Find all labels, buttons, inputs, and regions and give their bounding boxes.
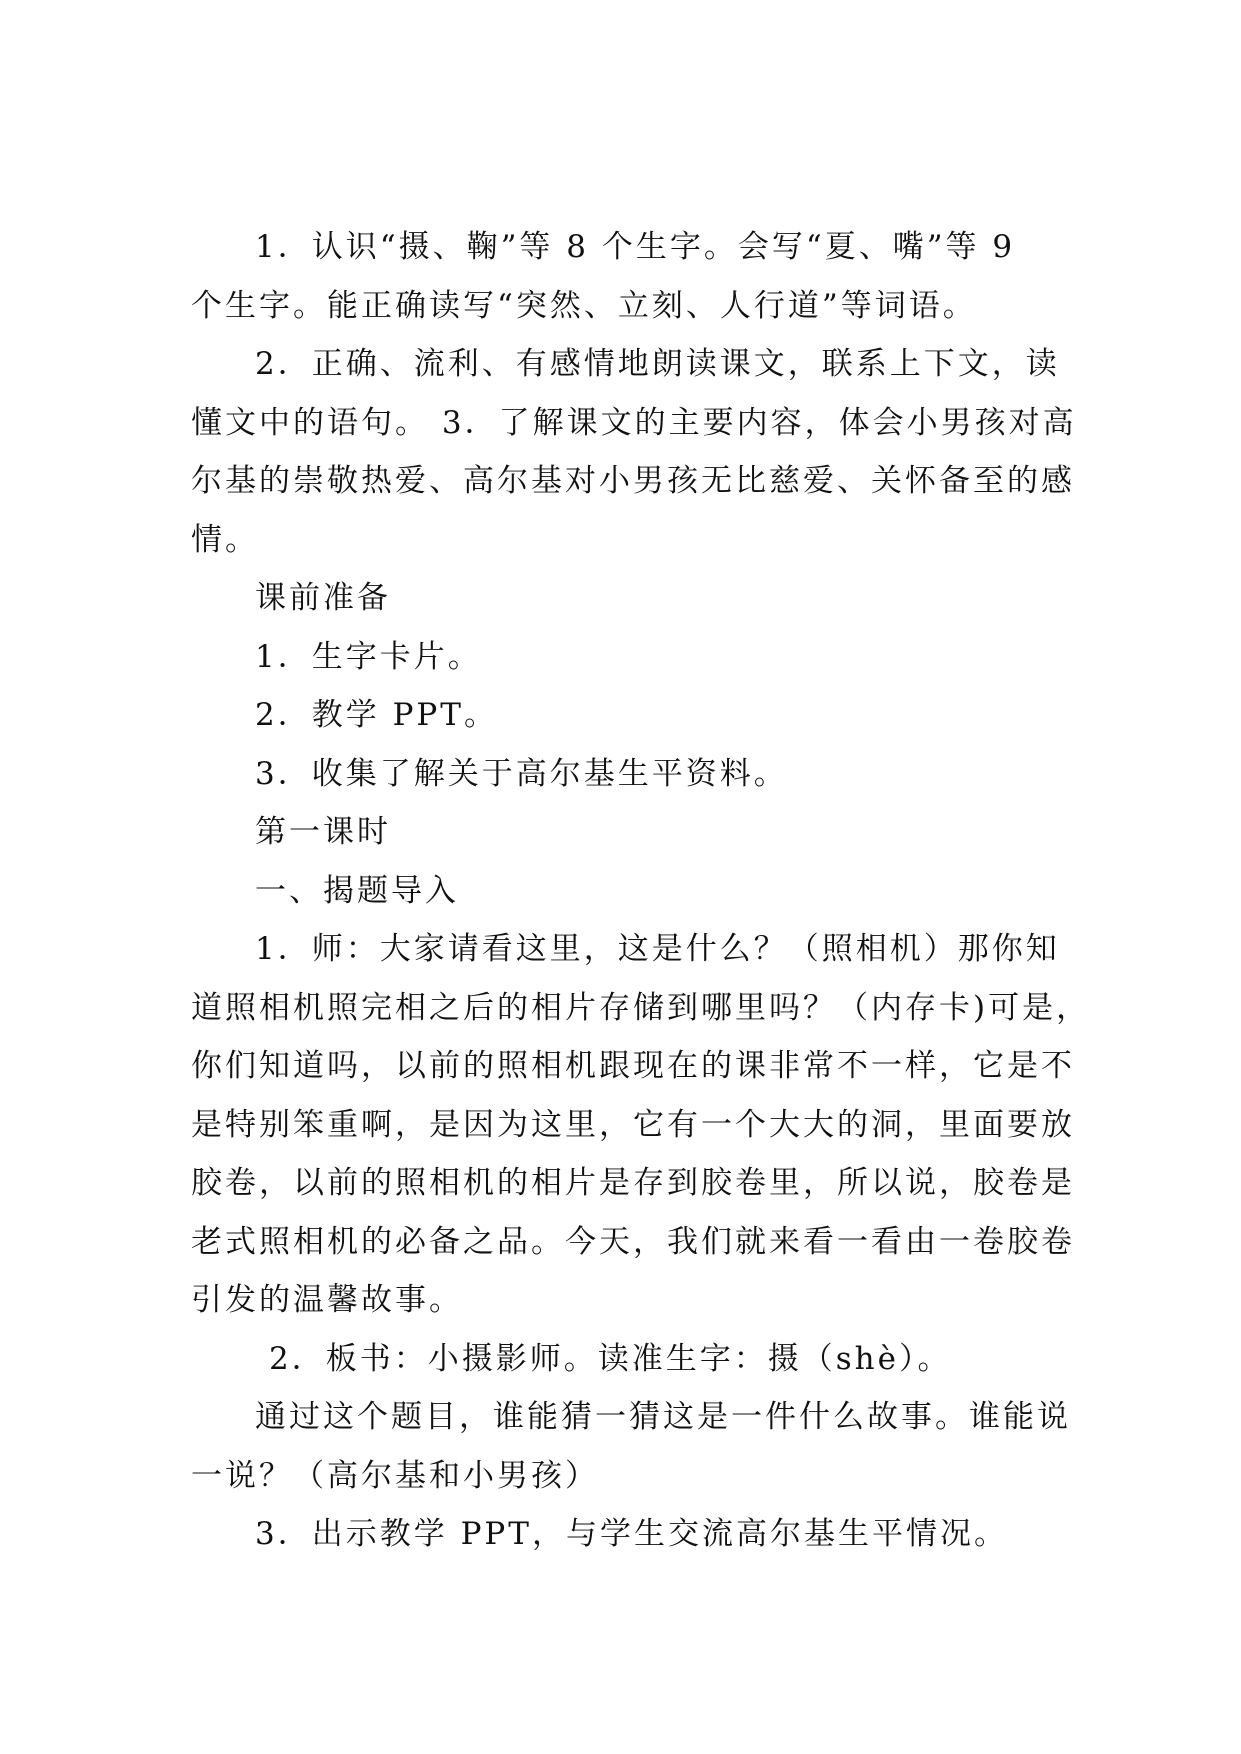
text-line: 道照相机照完相之后的相片存储到哪里吗？（内存卡)可是， [191, 989, 1091, 1026]
text-line: 引发的温馨故事。 [191, 1282, 463, 1318]
objective-paragraph-2 [191, 335, 1077, 569]
text-line: 2．板书：小摄影师。读准生字：摄（shè）。 [269, 1340, 952, 1377]
intro-paragraph-1 [191, 920, 1091, 1330]
document-body [191, 218, 1091, 1564]
text-line: 你们知道吗，以前的照相机跟现在的课非常不一样，它是不 [191, 1048, 1075, 1084]
text-line: 情。 [191, 521, 259, 558]
text-line: 胶卷，以前的照相机的相片是存到胶卷里，所以说，胶卷是 [191, 1165, 1075, 1201]
text-line: 老式照相机的必备之品。今天，我们就来看一看由一卷胶卷 [191, 1223, 1075, 1260]
text-line: 2．正确、流利、有感情地朗读课文，联系上下文，读 [255, 346, 1060, 382]
objective-paragraph-1 [191, 218, 1061, 335]
text-line: 3．出示教学 PPT，与学生交流高尔基生平情况。 [255, 1516, 1008, 1552]
section-heading-first-lesson [191, 803, 1061, 862]
text-line: 懂文中的语句。 3．了解课文的主要内容，体会小男孩对高 [191, 404, 1077, 441]
text-line: 一说？（高尔基和小男孩） [191, 1457, 599, 1494]
list-item: 2．教学 PPT。 [255, 697, 498, 733]
preparation-item-1 [191, 628, 1061, 687]
text-line: 通过这个题目，谁能猜一猜这是一件什么故事。谁能说 [255, 1399, 1071, 1435]
intro-paragraph-3 [191, 1388, 1071, 1505]
heading-text: 课前准备 [255, 580, 391, 616]
intro-paragraph-2 [191, 1330, 1061, 1389]
preparation-item-3 [191, 745, 1061, 804]
text-line: 尔基的崇敬热爱、高尔基对小男孩无比慈爱、关怀备至的感 [191, 463, 1075, 499]
text-line: 个生字。能正确读写“突然、立刻、人行道”等词语。 [191, 287, 977, 324]
list-item: 3．收集了解关于高尔基生平资料。 [255, 755, 788, 792]
heading-text: 第一课时 [255, 814, 391, 850]
text-line: 1．认识“摄、鞠”等 8 个生字。会写“夏、嘴”等 9 [255, 229, 1016, 265]
heading-text: 一、揭题导入 [255, 872, 459, 909]
text-line: 是特别笨重啊，是因为这里，它有一个大大的洞，里面要放 [191, 1106, 1075, 1143]
text-line: 1．师：大家请看这里，这是什么？（照相机）那你知 [255, 931, 1060, 967]
preparation-item-2 [191, 686, 1061, 745]
intro-paragraph-4 [191, 1505, 1061, 1564]
list-item: 1．生字卡片。 [255, 638, 482, 675]
section-heading-introduction [191, 862, 1061, 921]
section-heading-preparation [191, 569, 1061, 628]
